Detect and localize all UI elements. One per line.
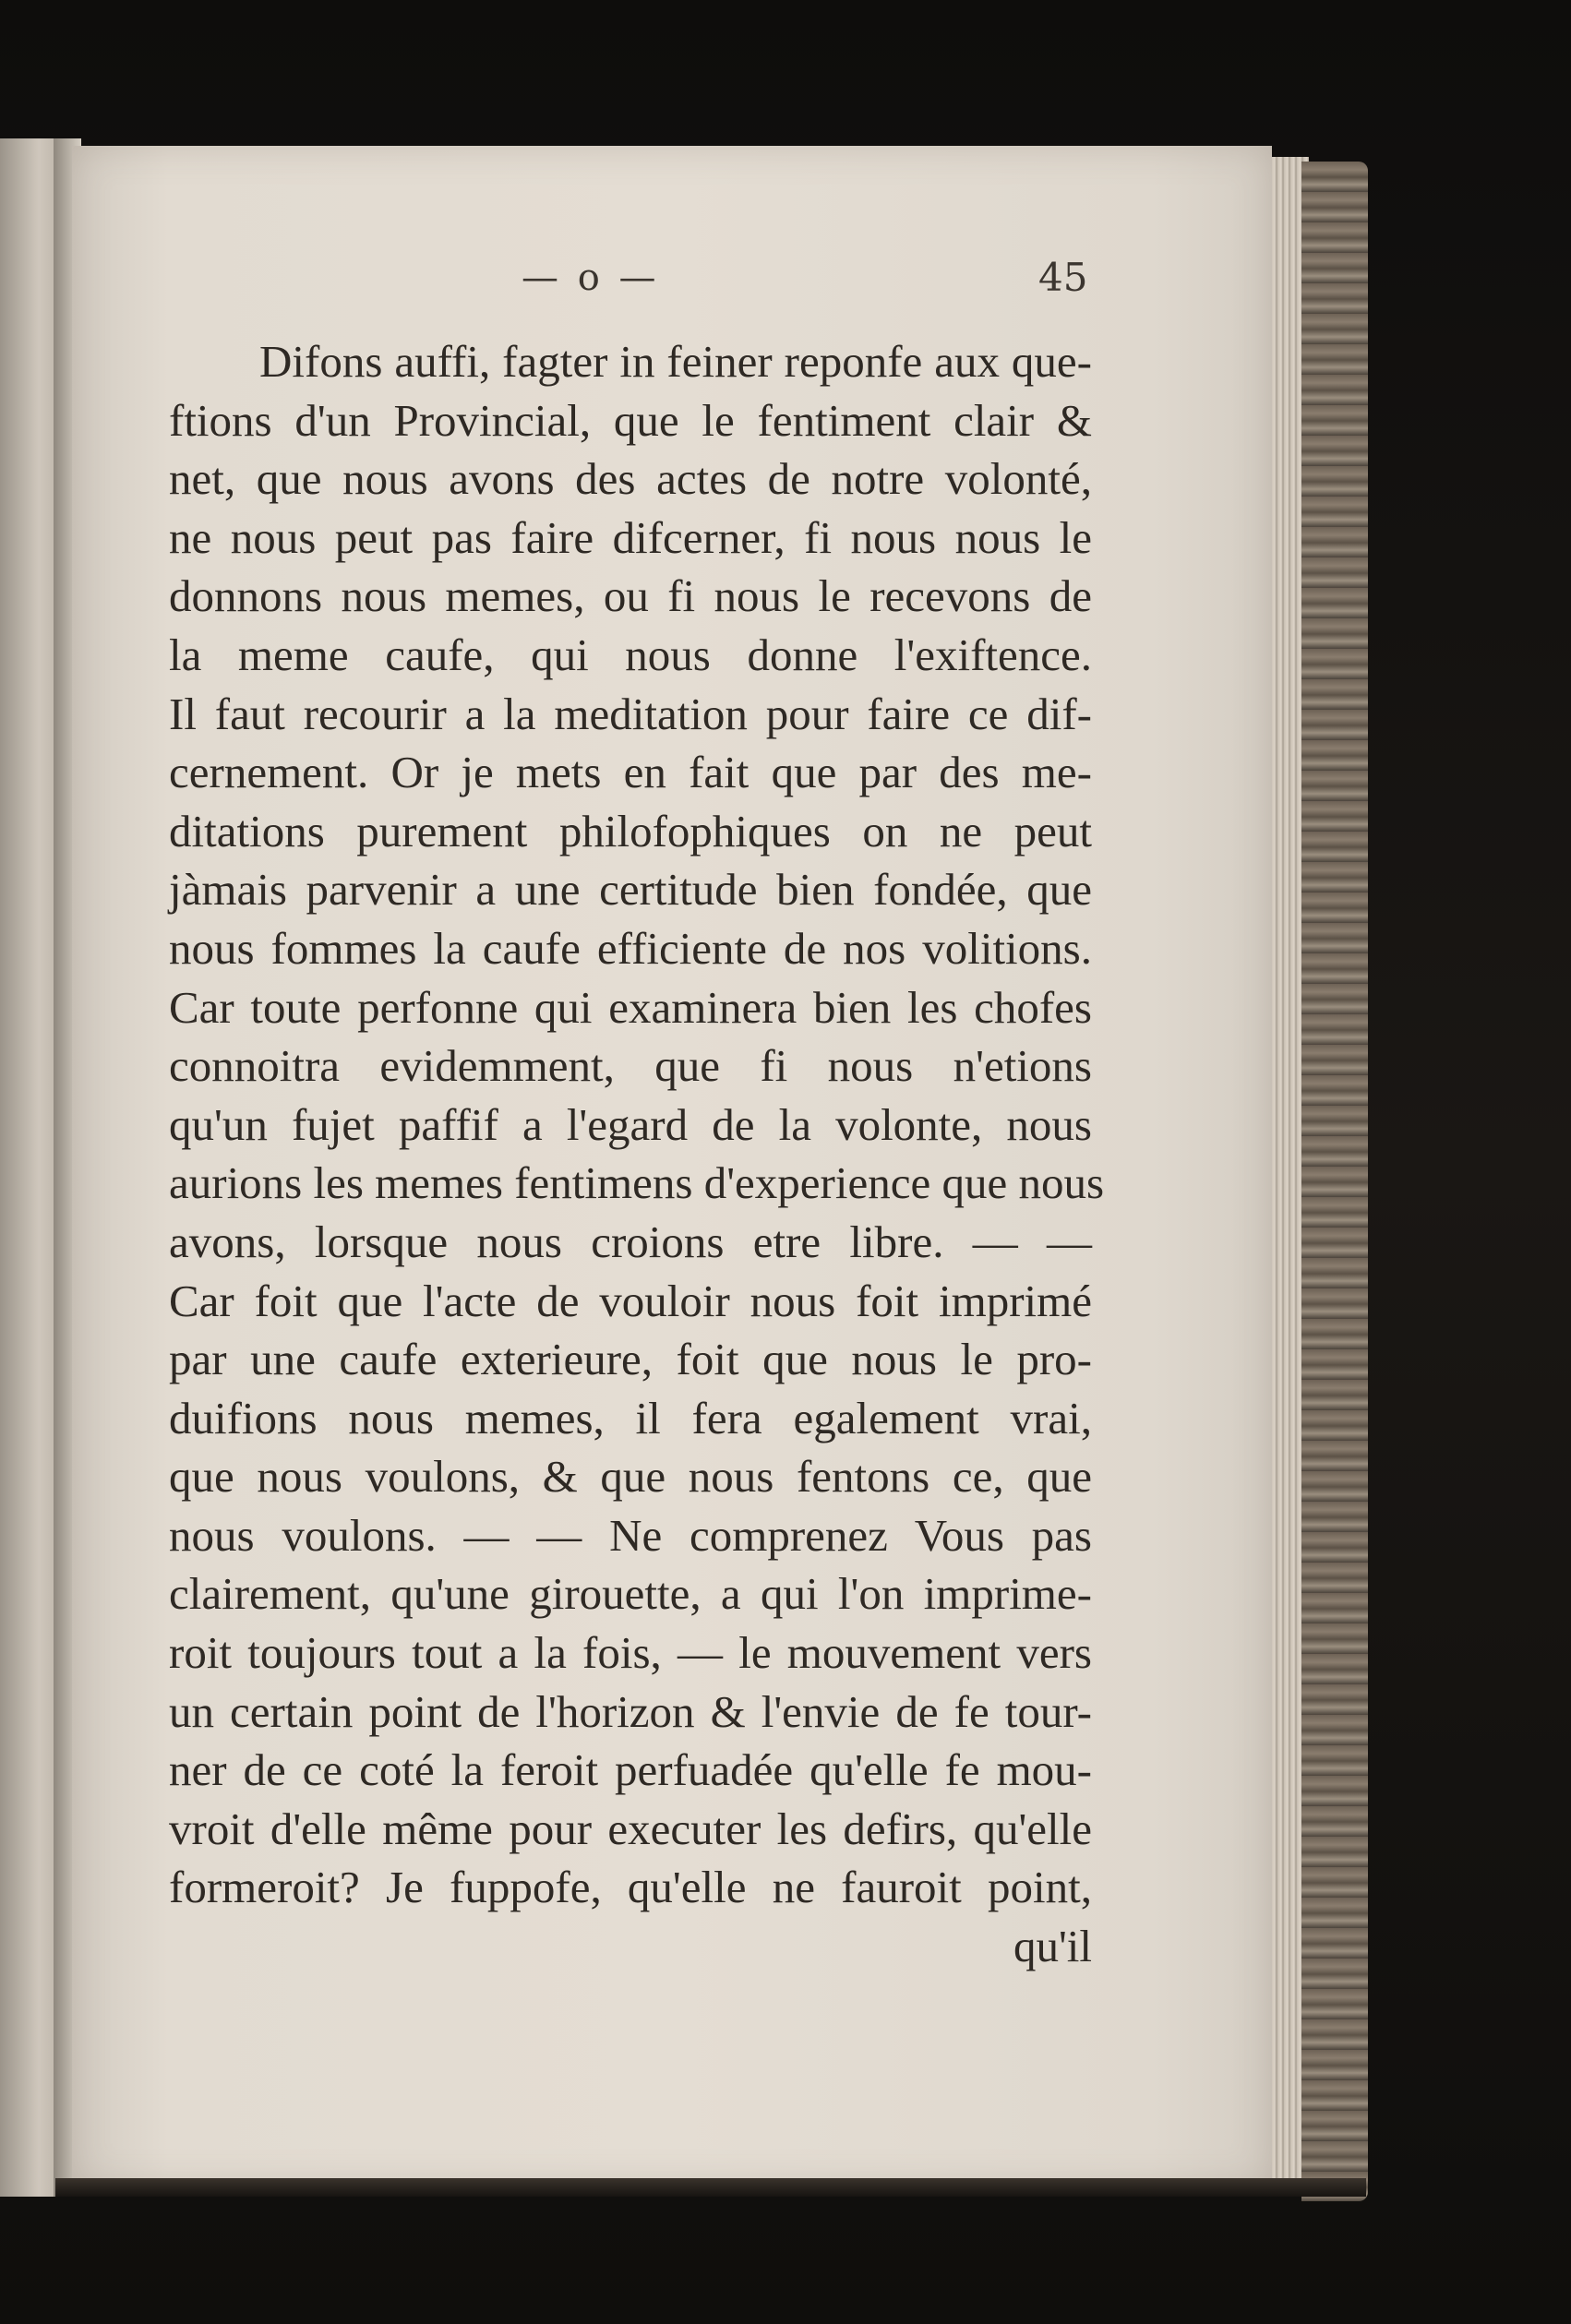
catchword: qu'il	[1013, 1921, 1092, 1972]
text-line: Car foit que l'acte de vouloir nous foit imprimé	[169, 1275, 1092, 1326]
text-line: cernement. Or je mets en fait que par des me-	[169, 747, 1092, 798]
text-line: qu'un fujet paffif a l'egard de la volonte, nous	[169, 1098, 1092, 1150]
text-line: Difons auffi, fagter in feiner reponfe aux que-	[259, 336, 1092, 387]
text-line: connoitra evidemment, que fi nous n'etions	[169, 1040, 1092, 1092]
text-line: ne nous peut pas faire difcerner, fi nous nous le	[169, 511, 1092, 563]
body-text	[169, 332, 1105, 1976]
text-line: nous fommes la caufe efficiente de nos volitions.	[169, 922, 1092, 974]
text-line: vroit d'elle même pour executer les defirs, qu'elle	[169, 1803, 1092, 1854]
page-number: 45	[1038, 255, 1088, 300]
text-line: formeroit? Je fuppofe, qu'elle ne fauroit point,	[169, 1862, 1092, 1913]
text-line: aurions les memes fentimens d'experience que nous	[169, 1157, 1105, 1209]
text-line: donnons nous memes, ou fi nous le recevons de	[169, 570, 1092, 622]
text-line: que nous voulons, & que nous fentons ce, que	[169, 1451, 1092, 1503]
text-line: clairement, qu'une girouette, a qui l'on imprime-	[169, 1568, 1092, 1620]
text-line: duifions nous memes, il fera egalement vrai,	[169, 1392, 1092, 1444]
book-cover-edge	[1301, 162, 1368, 2201]
text-line: avons, lorsque nous croions etre libre. — —	[169, 1216, 1092, 1267]
text-line: ftions d'un Provincial, que le fentiment clair &	[169, 394, 1092, 446]
header-ornament: — o —	[522, 257, 660, 299]
text-line: nous voulons. — — Ne comprenez Vous pas	[169, 1509, 1092, 1561]
bottom-shadow	[55, 2178, 1366, 2197]
text-line: ditations purement philofophiques on ne peut	[169, 805, 1092, 857]
text-line: net, que nous avons des actes de notre volonté,	[169, 453, 1092, 505]
text-line: un certain point de l'horizon & l'envie de fe tour-	[169, 1685, 1092, 1737]
text-line: ner de ce coté la feroit perfuadée qu'elle fe mou-	[169, 1744, 1092, 1796]
text-line: Car toute perfonne qui examinera bien les chofes	[169, 981, 1092, 1033]
text-line: Il faut recourir a la meditation pour faire ce dif-	[169, 688, 1092, 739]
text-line: roit toujours tout a la fois, — le mouvement vers	[169, 1627, 1092, 1679]
text-line: par une caufe exterieure, foit que nous le pro-	[169, 1334, 1092, 1385]
text-line: jàmais parvenir a une certitude bien fondée, que	[169, 864, 1092, 916]
text-line: la meme caufe, qui nous donne l'exiftence.	[169, 629, 1092, 680]
